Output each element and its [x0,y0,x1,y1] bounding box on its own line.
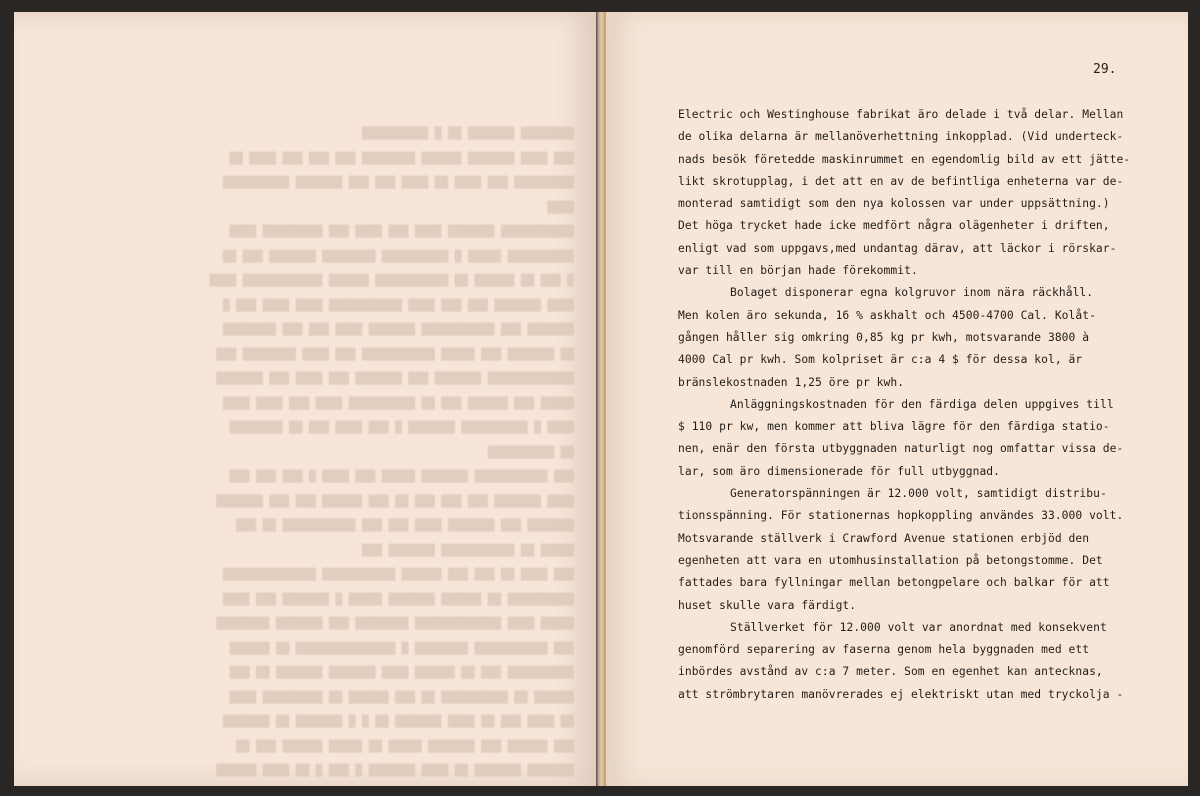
text-line: nen, enär den första utbyggnaden naturligt nog omfattar vissa de- [678,442,1124,456]
text-line: egenheten att vara en utomhusinstallation på betongstomme. Det [678,553,1103,567]
text-line: Electric och Westinghouse fabrikat äro delade i två delar. Mellan [678,108,1124,121]
text-line: 4000 Cal pr kwh. Som kolpriset är c:a 4 $ för dessa kol, är [678,353,1083,367]
text-line: Men kolen äro sekunda, 16 % askhalt och 4500-4700 Cal. Kolåt- [678,308,1096,322]
text-line: de olika delarna är mellanöverhettning inkopplad. (Vid underteck- [678,130,1124,144]
text-line: huset skulle vara färdigt. [678,598,857,612]
bleed-through-text: ████████ ███████ ██ █ ██████████ ███ ████ ███████ ██████ ████████ ███ ███ ███ ████ ██ █████████ ███ ████ ██ ████ ███ ███ ███████ ██████████ ████ ███████████ ███████ ████ ███ ████ ███ █████████ ████ ██████████ █████ █ ██████████ ████████ ███████ ███ ██ █ ███ ██ ██████ ██ ███████████ ██████ ████████████ ████ ████ ███████ ███ ███ ████ ███████████ ████ ████ ███ █ ███████ ███ ███████████ ███████ ████ ███ ███ ████████ ██ ███████ ███ █████ ███████████ ███ ████ ████████ ███ █████████████ ███████ ███ ███████ ███ ████ ███ ███████ █████ ███ ██████ ███ ██ ██████████ ████ ███ ████ ████ ████ █ ██████████ ███████ █ ███ ████ ███ ██ ████████ ██ ██████████ ███ ███████████ ███████ █████ ███ ████ █ ███ ███ ███ ████ ███████ ███ ███ ███ ██ ███ ██████ ███ ███ ███████ ███████ ███ ███████ ████ ███ ███ ███████████ ██ ███ █████ ██ ███████████ ███████ ███ ███ ████ ██ ███ ███ ██████ ███████████ ██████████████ ██████████ ██ ██████ ███████ █████ █ ███████ ███ ████ █████ ████ █████████████ ████████ ███ ███████ ████████ ███ ███████████ ████████ █ ███████████████ ██ ██████ ██████████ ███ ██ ██████ ████ ███████ ███████ ██ ███ ██████ ██ ██████████ ██ ███ ██████ ██ █████████ ████ ██ ████ ███ ██ ████ ███████ ██ █ █ ███████ ██ ███████ ███ ██████ ███ ███████ █████ ██ █████ ██████ ███ ██ ███████ ███████ ██ ████ ███████ █ ███ █ ██ ████ ██████ [209,127,574,777]
text-line: nads besök företedde maskinrummet en egendomlig bild av ett jätte- [678,152,1131,166]
text-line: bränslekostnaden 1,25 öre pr kwh. [678,375,905,389]
text-line: Anläggningskostnaden för den färdiga delen uppgives till [730,397,1114,411]
text-line: Generatorspänningen är 12.000 volt, samtidigt distribu- [730,487,1107,501]
text-line: tionsspänning. För stationernas hopkoppling användes 33.000 volt. [678,509,1124,523]
text-line: Det höga trycket hade icke medfört några olägenheter i driften, [678,219,1110,233]
text-line: genomförd separering av faserna genom hela byggnaden med ett [678,643,1090,657]
text-line: lar, som äro dimensionerade för full utbyggnad. [678,464,1001,478]
text-line: inbördes avstånd av c:a 7 meter. Som en egenhet kan antecknas, [678,665,1103,679]
text-line: enligt vad som uppgavs,med undantag därav, att läckor i rörskar- [678,241,1117,255]
text-line: Bolaget disponerar egna kolgruvor inom nära räckhåll. [730,286,1094,300]
text-line: monterad samtidigt som den nya kolossen var under uppsättning.) [678,197,1110,211]
text-line: Ställverket för 12.000 volt var anordnat med konsekvent [730,620,1107,634]
text-line: likt skrotupplag, i det att en av de befintliga enheterna var de- [678,174,1124,188]
text-line: att strömbrytaren manövrerades ej elektriskt utan med tryckolja - [678,687,1124,701]
page-number: 29. [1093,62,1117,77]
text-line: var till en början hade förekommit. [678,264,918,278]
text-line: $ 110 pr kw, men kommer att bliva lägre för den färdiga statio- [678,420,1110,434]
body-text [678,104,1148,706]
text-line: Motsvarande ställverk i Crawford Avenue stationen erbjöd den [678,531,1090,545]
text-line: fattades bara fyllningar mellan betongpelare och balkar för att [678,576,1110,590]
text-line: gången håller sig omkring 0,85 kg pr kwh, motsvarande 3800 à [678,330,1090,344]
left-page [14,12,598,786]
